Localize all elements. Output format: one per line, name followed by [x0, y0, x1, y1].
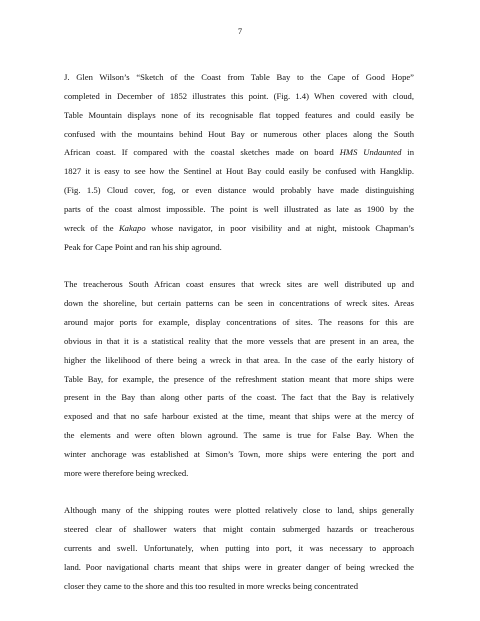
text-line: higher the likelihood of there being a wreck in that area. In the case of the early history of — [64, 354, 414, 365]
text-line — [64, 219, 414, 238]
text-line: steered clear of shallower waters that might contain submerged hazards or treacherous — [64, 524, 414, 535]
text-line: land. Poor navigational charts meant that ships were in greater danger of being wrecked the — [64, 561, 414, 572]
text-line: (Fig. 1.5) Cloud cover, fog, or even distance would probably have made distinguishing — [64, 185, 414, 196]
text-line: Peak for Cape Point and ran his ship aground. — [64, 241, 222, 252]
text-run: wreck of the — [64, 222, 119, 233]
text-line: more were therefore being wrecked. — [64, 467, 189, 478]
text-line: J. Glen Wilson’s “Sketch of the Coast from Table Bay to the Cape of Good Hope” — [64, 72, 414, 82]
ship-name-italic: HMS Undaunted — [339, 147, 402, 158]
text-line: Although many of the shipping routes were plotted relatively close to land, ships generally — [64, 505, 414, 516]
text-line: Table Bay, for example, the presence of the refreshment station meant that more ships were — [64, 373, 414, 384]
text-line: exposed and that no safe harbour existed at the time, meant that ships were at the mercy of — [64, 411, 414, 422]
ship-name-italic: Kakapo — [118, 222, 146, 233]
paragraph-3 — [64, 501, 414, 595]
paragraph-gap — [64, 483, 414, 502]
text-line: parts of the coast almost impossible. The point is well illustrated as late as 1900 by the — [64, 203, 414, 214]
body-text — [64, 68, 414, 596]
text-run: in — [401, 147, 414, 158]
text-line: The treacherous South African coast ensures that wreck sites are well distributed up and — [64, 279, 414, 290]
text-line: around major ports for example, display concentrations of sites. The reasons for this are — [64, 316, 414, 327]
text-run: African coast. If compared with the coastal sketches made on board — [64, 147, 340, 158]
text-line: present in the Bay than along other parts of the coast. The fact that the Bay is relatively — [64, 392, 414, 403]
text-line: completed in December of 1852 illustrates this point. (Fig. 1.4) When covered with cloud, — [64, 90, 414, 101]
text-line: obvious in that it is a statistical reality that the more vessels that are present in an area, the — [64, 335, 414, 346]
paragraph-1 — [64, 68, 414, 256]
text-line: the elements and were often blown aground. The same is true for False Bay. When the — [64, 430, 414, 441]
text-line: closer they came to the shore and this too resulted in more wrecks being concentrated — [64, 580, 358, 591]
text-line: Table Mountain displays none of its recognisable flat topped features and could easily be — [64, 109, 414, 120]
text-line: winter anchorage was established at Simon’s Town, more ships were entering the port and — [64, 448, 414, 459]
paragraph-gap — [64, 256, 414, 275]
text-run: whose navigator, in poor visibility and at night, mistook Chapman’s — [145, 222, 414, 233]
text-line: down the shoreline, but certain patterns can be seen in concentrations of wreck sites. Areas — [64, 298, 414, 309]
text-line: confused with the mountains behind Hout Bay or numerous other places along the South — [64, 128, 414, 139]
text-line: currents and swell. Unfortunately, when putting into port, it was necessary to approach — [64, 543, 414, 554]
page-number: 7 — [237, 26, 243, 36]
text-line: 1827 it is easy to see how the Sentinel at Hout Bay could easily be confused with Hangklip. — [64, 166, 414, 177]
paragraph-2 — [64, 275, 414, 482]
text-line — [64, 143, 414, 162]
